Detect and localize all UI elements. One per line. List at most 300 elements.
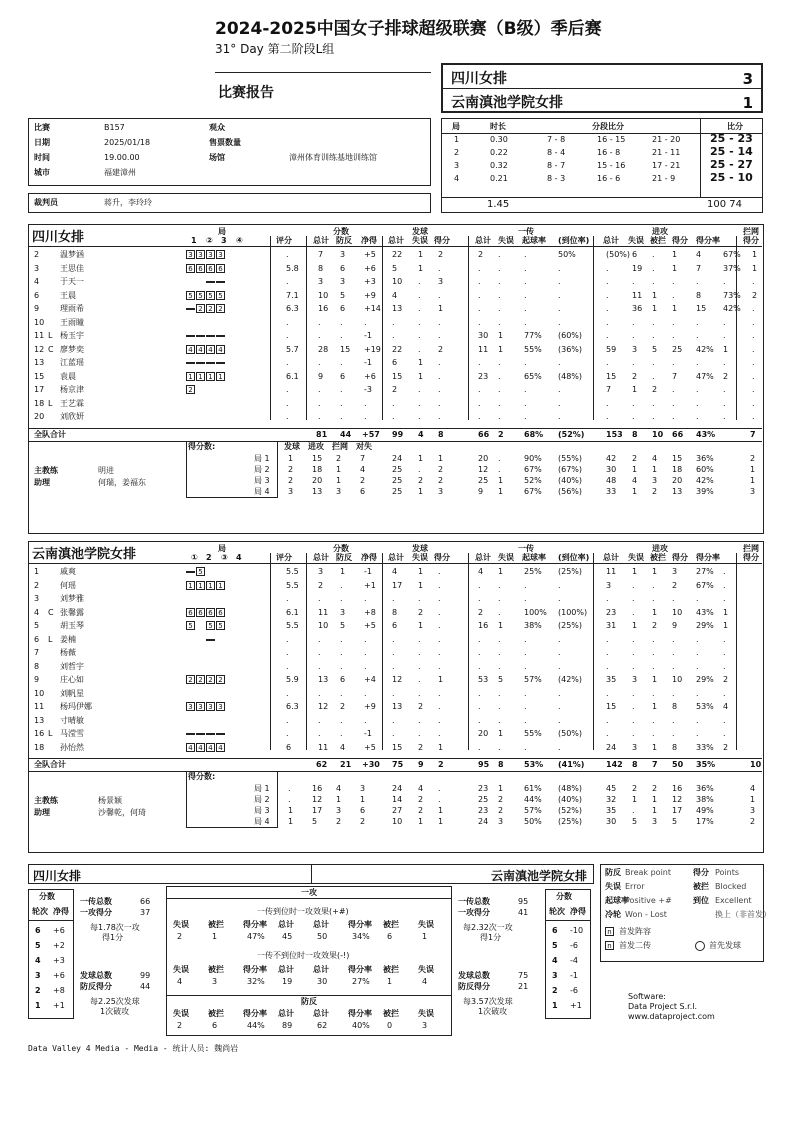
stat-value: . [606,688,609,698]
stat-value: . [672,398,675,408]
player-number: 16 [34,729,45,738]
stat-value: . [364,661,367,671]
hdr: 总计 [388,553,404,562]
stat-value: 6.1 [286,371,299,381]
stat-value: . [752,344,755,354]
stat-value: (48%) [558,371,583,381]
left-stats: 一传总数 66 一攻得分 37 每1.78次一攻 得1分 发球总数 99 防反得分 44 每2.25次发球 1次破攻 [80,897,151,1016]
set-stat: 18 [672,464,683,474]
stat-value: . [606,304,609,313]
attack-header: 被拦 [383,965,399,974]
rotation-diff: +3 [53,956,65,965]
stat-value: . [364,715,367,725]
set-stat: (67%) [558,464,583,474]
set-stat: 2 [498,795,504,804]
set-stat: 24 [392,784,403,793]
set-stat: 23 [478,784,489,793]
player-number: 1 [34,567,40,576]
stat-value: 2 [632,371,638,381]
set-stat: (52%) [558,806,583,815]
stat-value: 73% [723,290,741,300]
stat-value: . [558,661,561,671]
attack-value: 30 [317,977,328,986]
partial-score: 16 - 6 [597,174,621,183]
attack-value: 1 [422,932,428,941]
stat-value: . [418,290,421,300]
right-stats: 一传总数 95 一攻得分 41 每2.32次一攻 得1分 发球总数 75 防反得分 21 每3.57次发球 1次破攻 [458,897,529,1016]
set-stat: . [438,784,441,793]
rotation-diff: +1 [570,1001,582,1010]
set-points: 1 [336,795,342,804]
stat-value: 2 [340,702,346,711]
position-cell [196,412,205,421]
team-total-value: 21 [340,760,352,769]
stat-value: 36 [632,304,643,313]
stat-value: . [696,594,699,603]
position-cell: 2 [216,304,225,313]
stat-value: . [340,688,343,698]
position-cell [216,716,225,725]
set-stat: 48 [606,475,617,485]
set-row-label: 局 1 [254,784,270,793]
stat-value: . [318,358,321,367]
stat-value: 2 [723,371,729,381]
set-stat: 15 [672,453,683,463]
legend-key: 防反 [605,868,621,877]
position-cell [216,385,225,394]
stat-value: 4 [696,250,702,259]
stat-value: . [606,661,609,671]
stat-value: . [478,715,481,725]
stat-value: . [652,729,655,738]
player-number: 8 [34,661,40,671]
points-by-set-label: 得分数: [188,772,216,781]
position-cell [216,594,225,603]
set-stat: 44% [524,795,542,804]
position-cell [196,733,205,735]
stat-value: 3 [318,567,324,576]
stat-value: . [498,634,501,644]
stat-value: . [286,729,289,738]
position-cell: 4 [196,743,205,752]
attack-value: 27% [352,977,370,986]
hdr: 净得 [361,553,377,562]
set-stat: 25 [392,475,403,485]
stat-value: . [418,331,421,340]
stat-value: . [498,250,501,259]
position-cell [206,662,215,671]
stat-value: . [418,277,421,286]
stat-value: . [286,412,289,421]
set-stat: 52% [524,475,542,485]
stat-value: . [524,263,527,273]
stat-value: 35 [606,675,617,684]
stat-value: 9 [318,371,324,381]
stat-value: 2 [318,580,324,590]
attack-value: 6 [212,1021,218,1030]
stat-value: 1 [652,290,658,300]
set-duration: 0.22 [490,148,508,157]
player-name: 杨薇 [60,648,76,657]
stat-value: 1 [632,621,638,630]
player-name: 刘梦雅 [60,594,84,603]
stat-value: . [392,661,395,671]
set-stat: 2 [418,475,424,485]
stat-value: . [498,317,501,327]
stat-value: . [438,371,441,381]
set-points: 2 [336,453,342,463]
stat-value: . [498,358,501,367]
position-cell [216,281,225,283]
stat-value: 1 [438,742,444,752]
stat-value: 11 [318,742,329,752]
attack-header: 被拦 [383,1009,399,1018]
player-role: L [48,398,53,408]
stat-value: 2 [652,385,658,394]
hdr: (到位率) [558,553,590,562]
stat-value: . [723,277,726,286]
stat-value: . [672,290,675,300]
set-stat: 2 [498,806,504,815]
position-cell: 5 [206,621,215,630]
stat-value: 29% [696,621,714,630]
set-stat: (55%) [558,453,583,463]
hdr: (到位率) [558,236,590,245]
player-role: L [48,729,53,738]
stat-value: -3 [364,385,372,394]
stat-value: 25% [524,567,542,576]
set-stat: 5 [672,817,678,826]
attack-header: 失误 [418,965,434,974]
hdr: 得分率 [696,553,720,562]
stat-value: 8 [696,290,702,300]
stat-value: . [606,317,609,327]
stat-value: . [672,688,675,698]
set-stat: 1 [652,464,658,474]
set-stat: 25 [392,486,403,496]
stat-value: . [652,277,655,286]
stat-value: . [558,715,561,725]
header-points: 分数 [333,227,349,236]
attack-header: 得分率 [243,920,267,929]
stat-value: . [632,688,635,698]
stat-value: . [723,398,726,408]
set-stat: 1 [418,817,424,826]
set-stat: 50% [524,817,542,826]
stat-value: 3 [340,250,346,259]
stat-value: +3 [364,277,376,286]
stat-value: +6 [364,371,376,381]
set-points: 3 [336,806,342,815]
stat-value: 15 [340,344,351,354]
position-cell [186,399,195,408]
stat-value: . [478,290,481,300]
stat-value: 67% [696,580,714,590]
stat-value: . [438,648,441,657]
stat-value: . [652,648,655,657]
position-cell: 2 [186,675,195,684]
position-cell [186,318,195,327]
team-total-value: +57 [362,429,380,439]
stat-value: 37% [723,263,741,273]
divider [28,428,762,429]
assistant-name: 何瑞，姜福东 [98,477,146,487]
player-number: 12 [34,344,45,354]
divider [28,246,762,247]
set-stat: 4 [632,475,638,485]
stat-value: . [524,661,527,671]
position-cell [186,716,195,725]
stat-value: . [632,277,635,286]
divider [382,236,383,420]
set-points: 6 [360,486,366,496]
stat-value: . [392,729,395,738]
stat-value: . [418,634,421,644]
rotation-diff: +6 [53,971,65,980]
set-points: 2 [336,817,342,826]
hdr: 失误 [412,236,428,245]
stat-value: 4 [392,567,398,576]
team-total-value: 68% [524,429,544,439]
position-cell: 1 [196,581,205,590]
stat-value: . [498,371,501,381]
stat-value: . [318,634,321,644]
partial-score: 17 - 21 [652,161,681,170]
stat-value: +1 [364,580,376,590]
set-points: 2 [288,464,294,474]
set-points: 16 [312,784,323,793]
player-number: 10 [34,688,45,698]
stat-value: 6.3 [286,304,299,313]
stat-value: 25 [672,344,683,354]
header-serve: 发球 [412,544,428,553]
stat-value: 1 [632,567,638,576]
hdr: 总计 [313,236,329,245]
position-cell [216,335,225,337]
position-cell [206,335,215,337]
stat-value: 6.1 [286,607,299,617]
stat-value: 28 [318,344,329,354]
hdr: 得分率 [696,236,720,245]
stat-value: 5 [392,263,398,273]
stat-value: 10 [672,607,683,617]
attack-header: 总计 [313,1009,329,1018]
stat-value: +9 [364,290,376,300]
player-role: L [48,331,53,340]
stat-value: . [286,358,289,367]
attack-header: 被拦 [208,920,224,929]
stat-value: . [558,398,561,408]
hdr: 失误 [628,553,644,562]
player-number: 11 [34,702,45,711]
stat-value: 1 [438,304,444,313]
stat-value: 23 [478,371,489,381]
attack-value: 0 [387,1021,393,1030]
stat-value: 29% [696,675,714,684]
stat-value: . [652,398,655,408]
partial-score: 8 - 7 [547,161,566,170]
stat-value: +4 [364,675,376,684]
player-name: 刘帆星 [60,688,84,698]
stat-value: 1 [652,567,658,576]
position-cell [196,277,205,286]
set-row-label: 局 4 [254,486,270,496]
stat-value: 10 [672,675,683,684]
stat-value: 2 [723,742,729,752]
stat-value: . [498,412,501,421]
header-rating: 评分 [276,236,292,245]
position-cell [196,594,205,603]
player-name: 胡玉琴 [60,621,84,630]
position-cell [196,648,205,657]
legend-serve-icon [695,941,705,951]
hdr: 总计 [603,553,619,562]
set-points: 1 [336,475,342,485]
stat-value: . [392,412,395,421]
header-set-num: ① [191,553,198,562]
attack-value: 2 [177,1021,183,1030]
stat-value: . [606,290,609,300]
stat-value: . [558,290,561,300]
set-stat: 17% [696,817,714,826]
points-by-set-label: 得分数: [188,441,216,451]
attack-header: 总计 [278,920,294,929]
stat-value: . [498,263,501,273]
attack-header: 得分率 [348,1009,372,1018]
stat-value: 1 [652,675,658,684]
position-cell: 2 [216,675,225,684]
stat-value: . [498,742,501,752]
legend-desc: Break point [625,868,672,877]
player-role: C [48,607,54,617]
team-total-value: 53% [524,760,544,769]
set-points: 4 [360,464,366,474]
stat-value: . [286,250,289,259]
partial-score: 8 - 3 [547,174,566,183]
header-rating: 评分 [276,553,292,562]
divider [593,236,594,420]
stat-value: . [524,412,527,421]
player-number: 18 [34,398,45,408]
set-stat: 2 [632,453,638,463]
stat-value: 15 [696,304,707,313]
position-cell: 4 [216,345,225,354]
stat-value: 42% [696,344,714,354]
rotation-number: 5 [552,941,558,950]
position-cell: 3 [196,702,205,711]
stat-value: . [752,317,755,327]
stat-value: 6 [340,263,346,273]
stat-value: 65% [524,371,542,381]
player-number: 15 [34,371,45,381]
position-cell [186,689,195,698]
stat-value: 1 [723,344,729,354]
set-points: 12 [312,795,323,804]
player-name: 王思佳 [60,263,84,273]
set-stat: 20 [478,453,489,463]
divider [28,563,762,564]
header-block: 拦网 [743,227,759,236]
set-stat: 33 [606,486,617,496]
team-total-value: 8 [632,429,638,439]
score-team1-sets: 3 [742,70,753,88]
legend-desc: Error [625,882,645,891]
position-cell [186,662,195,671]
stat-value: . [606,729,609,738]
stat-value: . [498,702,501,711]
stat-value: . [672,648,675,657]
stat-value: 1 [723,607,729,617]
stat-value: . [752,385,755,394]
set-stat: 42% [696,475,714,485]
stat-value: 1 [418,567,424,576]
stat-value: 5.9 [286,675,299,684]
header-points: 分数 [333,544,349,553]
assistant-name: 沙馨乾，何琦 [98,808,146,817]
stat-value: . [498,648,501,657]
stat-value: . [524,742,527,752]
stat-value: . [606,331,609,340]
attack-header: 失误 [173,920,189,929]
set-stat: 3 [750,486,756,496]
stat-value: . [606,398,609,408]
stat-value: . [478,385,481,394]
set-points: 2 [288,475,294,485]
stat-value: . [498,385,501,394]
stat-value: . [672,729,675,738]
player-number: 7 [34,648,40,657]
stat-value: . [286,331,289,340]
position-cell: 5 [186,621,195,630]
position-cell: 5 [216,291,225,300]
stat-value: 5 [652,344,658,354]
team-total-value: 8 [438,429,444,439]
stat-value: . [652,634,655,644]
stat-value: . [524,594,527,603]
hdr: 失误 [498,236,514,245]
hdr: 得分 [672,553,688,562]
attack-header: 得分率 [348,965,372,974]
referee-row: 裁判员 蒋升，李玲玲 [28,193,431,213]
stat-value: . [696,358,699,367]
attack-value: 3 [212,977,218,986]
stat-value: . [340,661,343,671]
stat-value: 6 [286,742,292,752]
stat-value: . [632,412,635,421]
stat-value: 4 [340,742,346,752]
stat-value: . [606,715,609,725]
set-points: 3 [336,486,342,496]
team-name: 云南滇池学院女排 [32,547,137,562]
stat-value: . [723,594,726,603]
stat-value: . [418,304,421,313]
legend-key: 起球率 [605,896,629,905]
set-points: 3 [288,486,294,496]
stat-value: . [606,594,609,603]
position-cell [186,335,195,337]
stat-value: . [558,648,561,657]
position-cell: 5 [216,621,225,630]
position-cell [196,385,205,394]
team-total-value: 153 [606,429,623,439]
attack-value: 32% [247,977,265,986]
stat-value: . [478,398,481,408]
stat-value: . [438,702,441,711]
team-total-value: (41%) [558,760,585,769]
hdr: 起球率 [522,236,546,245]
set-stat: 24 [478,817,489,826]
stat-value: . [478,304,481,313]
